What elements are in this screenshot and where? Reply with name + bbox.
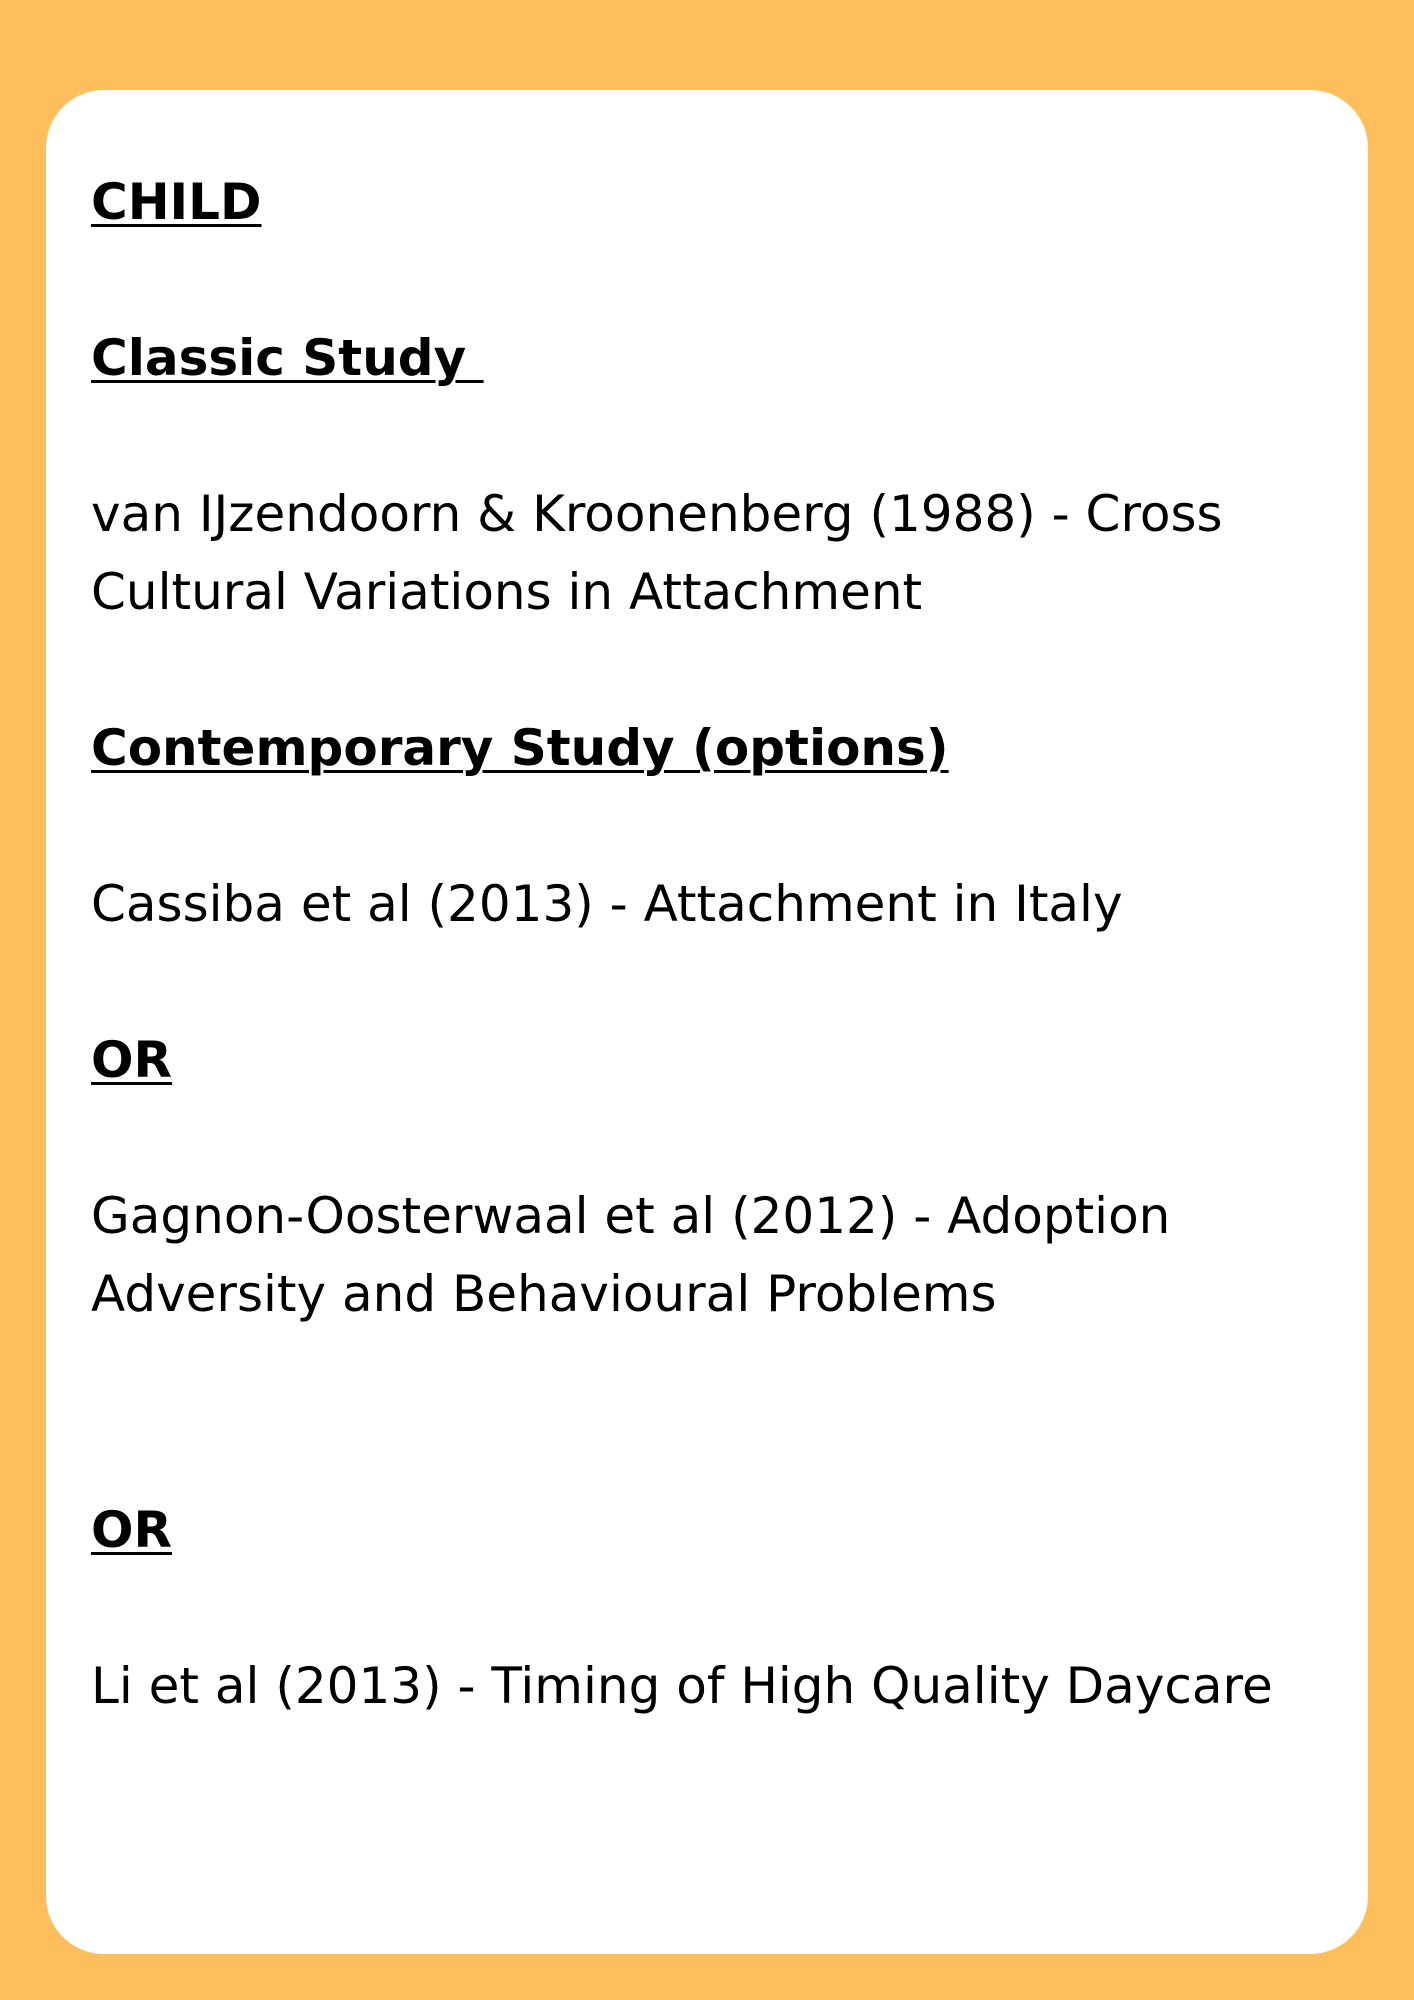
contemporary-option-3: Li et al (2013) - Timing of High Quality Daycare xyxy=(91,1657,1273,1715)
classic-study-heading: Classic Study xyxy=(91,329,484,387)
classic-study-text: van IJzendoorn & Kroonenberg (1988) - Cross Cultural Variations in Attachment xyxy=(91,485,1239,621)
contemporary-study-heading: Contemporary Study (options) xyxy=(91,719,949,777)
or-label-2: OR xyxy=(91,1501,173,1559)
page-title: CHILD xyxy=(91,173,262,231)
contemporary-option-2: Gagnon-Oosterwaal et al (2012) - Adoption Adversity and Behavioural Problems xyxy=(91,1187,1187,1323)
contemporary-option-1: Cassiba et al (2013) - Attachment in Italy xyxy=(91,875,1123,933)
or-label-1: OR xyxy=(91,1031,173,1089)
content-card xyxy=(46,90,1368,1954)
